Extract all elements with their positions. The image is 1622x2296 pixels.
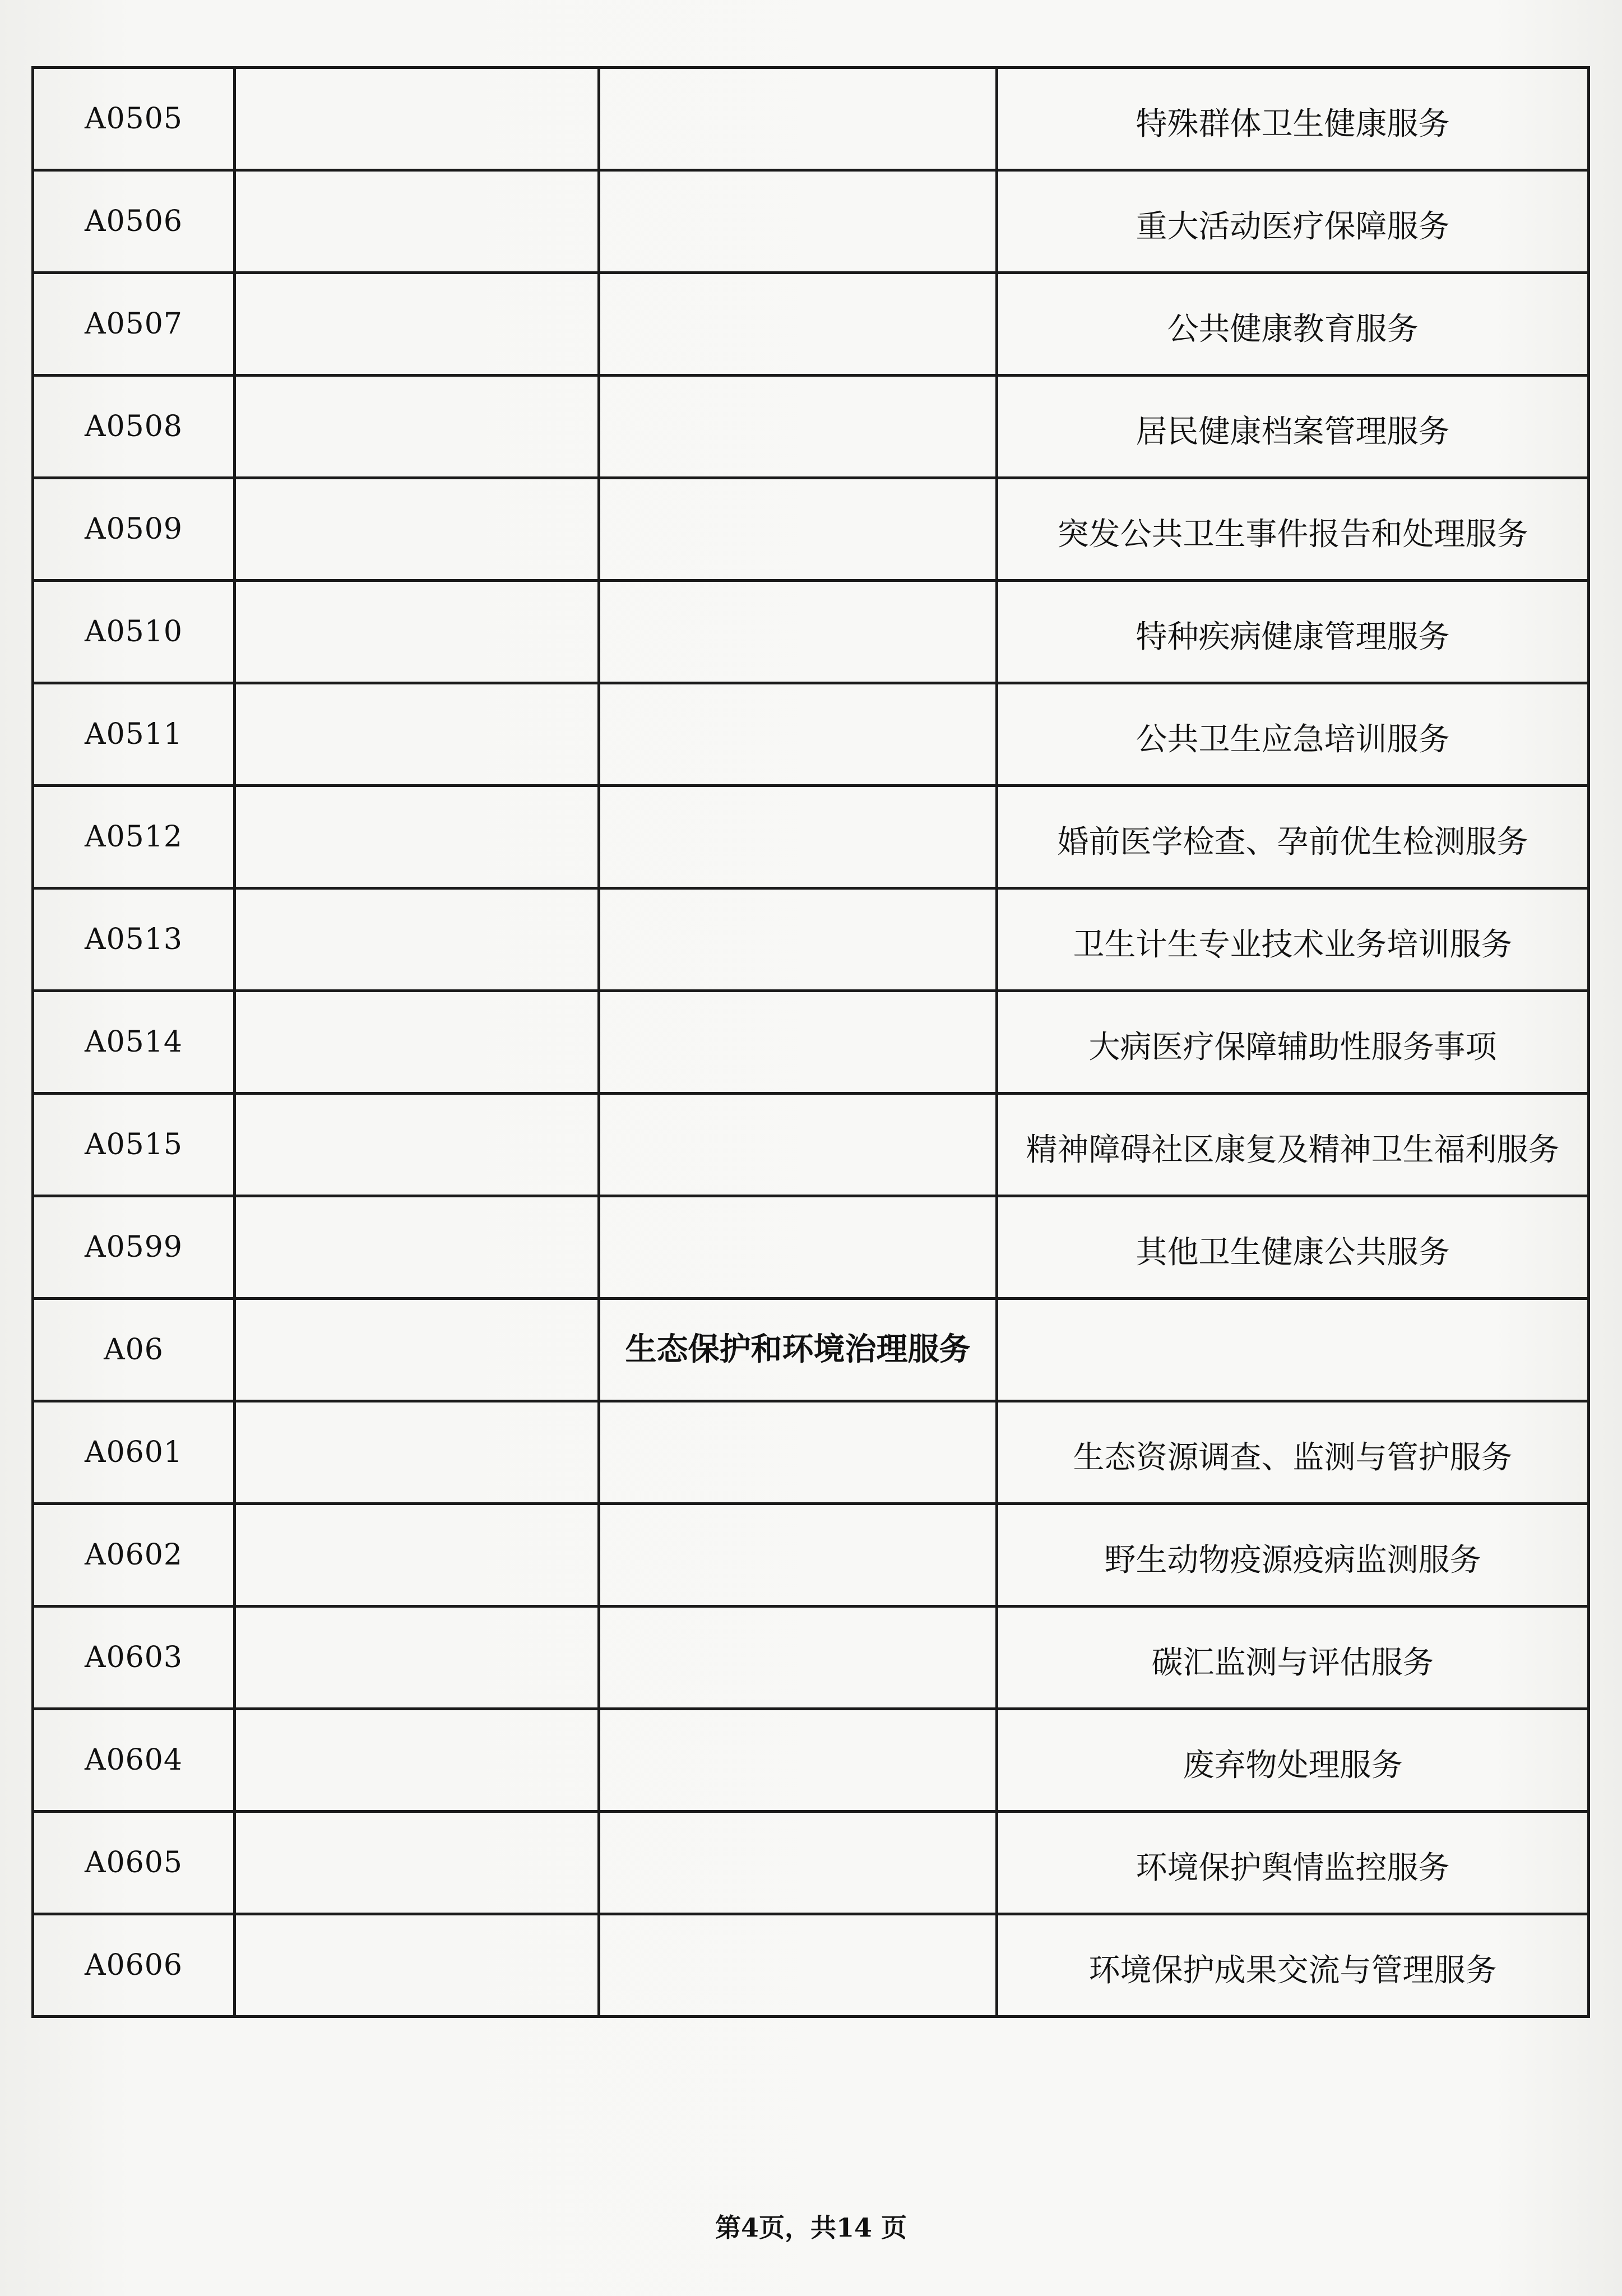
level2-cell: 生态保护和环境治理服务 (599, 1299, 997, 1401)
level2-cell (599, 1914, 997, 2017)
level3-cell: 精神障碍社区康复及精神卫生福利服务 (997, 1094, 1589, 1196)
level3-cell: 居民健康档案管理服务 (997, 376, 1589, 478)
level3-cell: 特殊群体卫生健康服务 (997, 68, 1589, 170)
level2-cell (599, 376, 997, 478)
level3-cell: 突发公共卫生事件报告和处理服务 (997, 478, 1589, 581)
page-number: 第4页，共14 页 (715, 2212, 907, 2243)
code-cell: A0511 (33, 683, 235, 786)
level1-cell (235, 170, 599, 273)
code-cell: A0605 (33, 1812, 235, 1914)
code-cell: A0601 (33, 1401, 235, 1504)
level1-cell (235, 1812, 599, 1914)
level1-cell (235, 1094, 599, 1196)
level2-cell (599, 888, 997, 991)
code-cell: A0515 (33, 1094, 235, 1196)
level3-cell: 婚前医学检查、孕前优生检测服务 (997, 786, 1589, 888)
code-cell: A06 (33, 1299, 235, 1401)
table-row (33, 376, 1589, 478)
table-row (33, 683, 1589, 786)
level1-cell (235, 991, 599, 1094)
level2-cell (599, 1812, 997, 1914)
level3-cell: 卫生计生专业技术业务培训服务 (997, 888, 1589, 991)
code-cell: A0603 (33, 1607, 235, 1709)
level3-cell (997, 1299, 1589, 1401)
table-row (33, 478, 1589, 581)
level3-cell: 公共卫生应急培训服务 (997, 683, 1589, 786)
table-row (33, 1094, 1589, 1196)
level3-cell: 生态资源调查、监测与管护服务 (997, 1401, 1589, 1504)
level1-cell (235, 68, 599, 170)
level3-cell: 环境保护舆情监控服务 (997, 1812, 1589, 1914)
level1-cell (235, 1607, 599, 1709)
code-cell: A0599 (33, 1196, 235, 1299)
code-cell: A0508 (33, 376, 235, 478)
code-cell: A0513 (33, 888, 235, 991)
level3-cell: 其他卫生健康公共服务 (997, 1196, 1589, 1299)
level1-cell (235, 1914, 599, 2017)
table-row (33, 1607, 1589, 1709)
level3-cell: 特种疾病健康管理服务 (997, 581, 1589, 683)
level1-cell (235, 1196, 599, 1299)
level3-cell: 野生动物疫源疫病监测服务 (997, 1504, 1589, 1607)
level1-cell (235, 683, 599, 786)
level1-cell (235, 581, 599, 683)
level3-cell: 公共健康教育服务 (997, 273, 1589, 376)
service-catalog-table (31, 66, 1590, 2018)
level2-cell (599, 1709, 997, 1812)
code-cell: A0514 (33, 991, 235, 1094)
level2-cell (599, 581, 997, 683)
level1-cell (235, 478, 599, 581)
level2-cell (599, 991, 997, 1094)
level2-cell (599, 170, 997, 273)
level2-cell (599, 68, 997, 170)
code-cell: A0509 (33, 478, 235, 581)
code-cell: A0510 (33, 581, 235, 683)
level3-cell: 碳汇监测与评估服务 (997, 1607, 1589, 1709)
level2-cell (599, 1196, 997, 1299)
table-row (33, 170, 1589, 273)
level1-cell (235, 376, 599, 478)
level1-cell (235, 888, 599, 991)
table-row (33, 1401, 1589, 1504)
code-cell: A0604 (33, 1709, 235, 1812)
level2-cell (599, 1401, 997, 1504)
table-row (33, 68, 1589, 170)
table-row (33, 888, 1589, 991)
table-row (33, 1709, 1589, 1812)
code-cell: A0507 (33, 273, 235, 376)
level1-cell (235, 1504, 599, 1607)
level3-cell: 重大活动医疗保障服务 (997, 170, 1589, 273)
level2-cell (599, 1607, 997, 1709)
code-cell: A0512 (33, 786, 235, 888)
table-row (33, 991, 1589, 1094)
table-row (33, 1914, 1589, 2017)
code-cell: A0606 (33, 1914, 235, 2017)
level2-cell (599, 273, 997, 376)
code-cell: A0505 (33, 68, 235, 170)
level2-cell (599, 1094, 997, 1196)
level2-cell (599, 1504, 997, 1607)
level1-cell (235, 1401, 599, 1504)
table-row (33, 273, 1589, 376)
level3-cell: 大病医疗保障辅助性服务事项 (997, 991, 1589, 1094)
table-row (33, 1299, 1589, 1401)
code-cell: A0602 (33, 1504, 235, 1607)
table-row (33, 581, 1589, 683)
level2-cell (599, 683, 997, 786)
table-row (33, 1504, 1589, 1607)
level2-cell (599, 786, 997, 888)
table-row (33, 1196, 1589, 1299)
level1-cell (235, 1709, 599, 1812)
level1-cell (235, 273, 599, 376)
code-cell: A0506 (33, 170, 235, 273)
level3-cell: 废弃物处理服务 (997, 1709, 1589, 1812)
level1-cell (235, 1299, 599, 1401)
level3-cell: 环境保护成果交流与管理服务 (997, 1914, 1589, 2017)
table-row (33, 1812, 1589, 1914)
table-row (33, 786, 1589, 888)
level2-cell (599, 478, 997, 581)
level1-cell (235, 786, 599, 888)
